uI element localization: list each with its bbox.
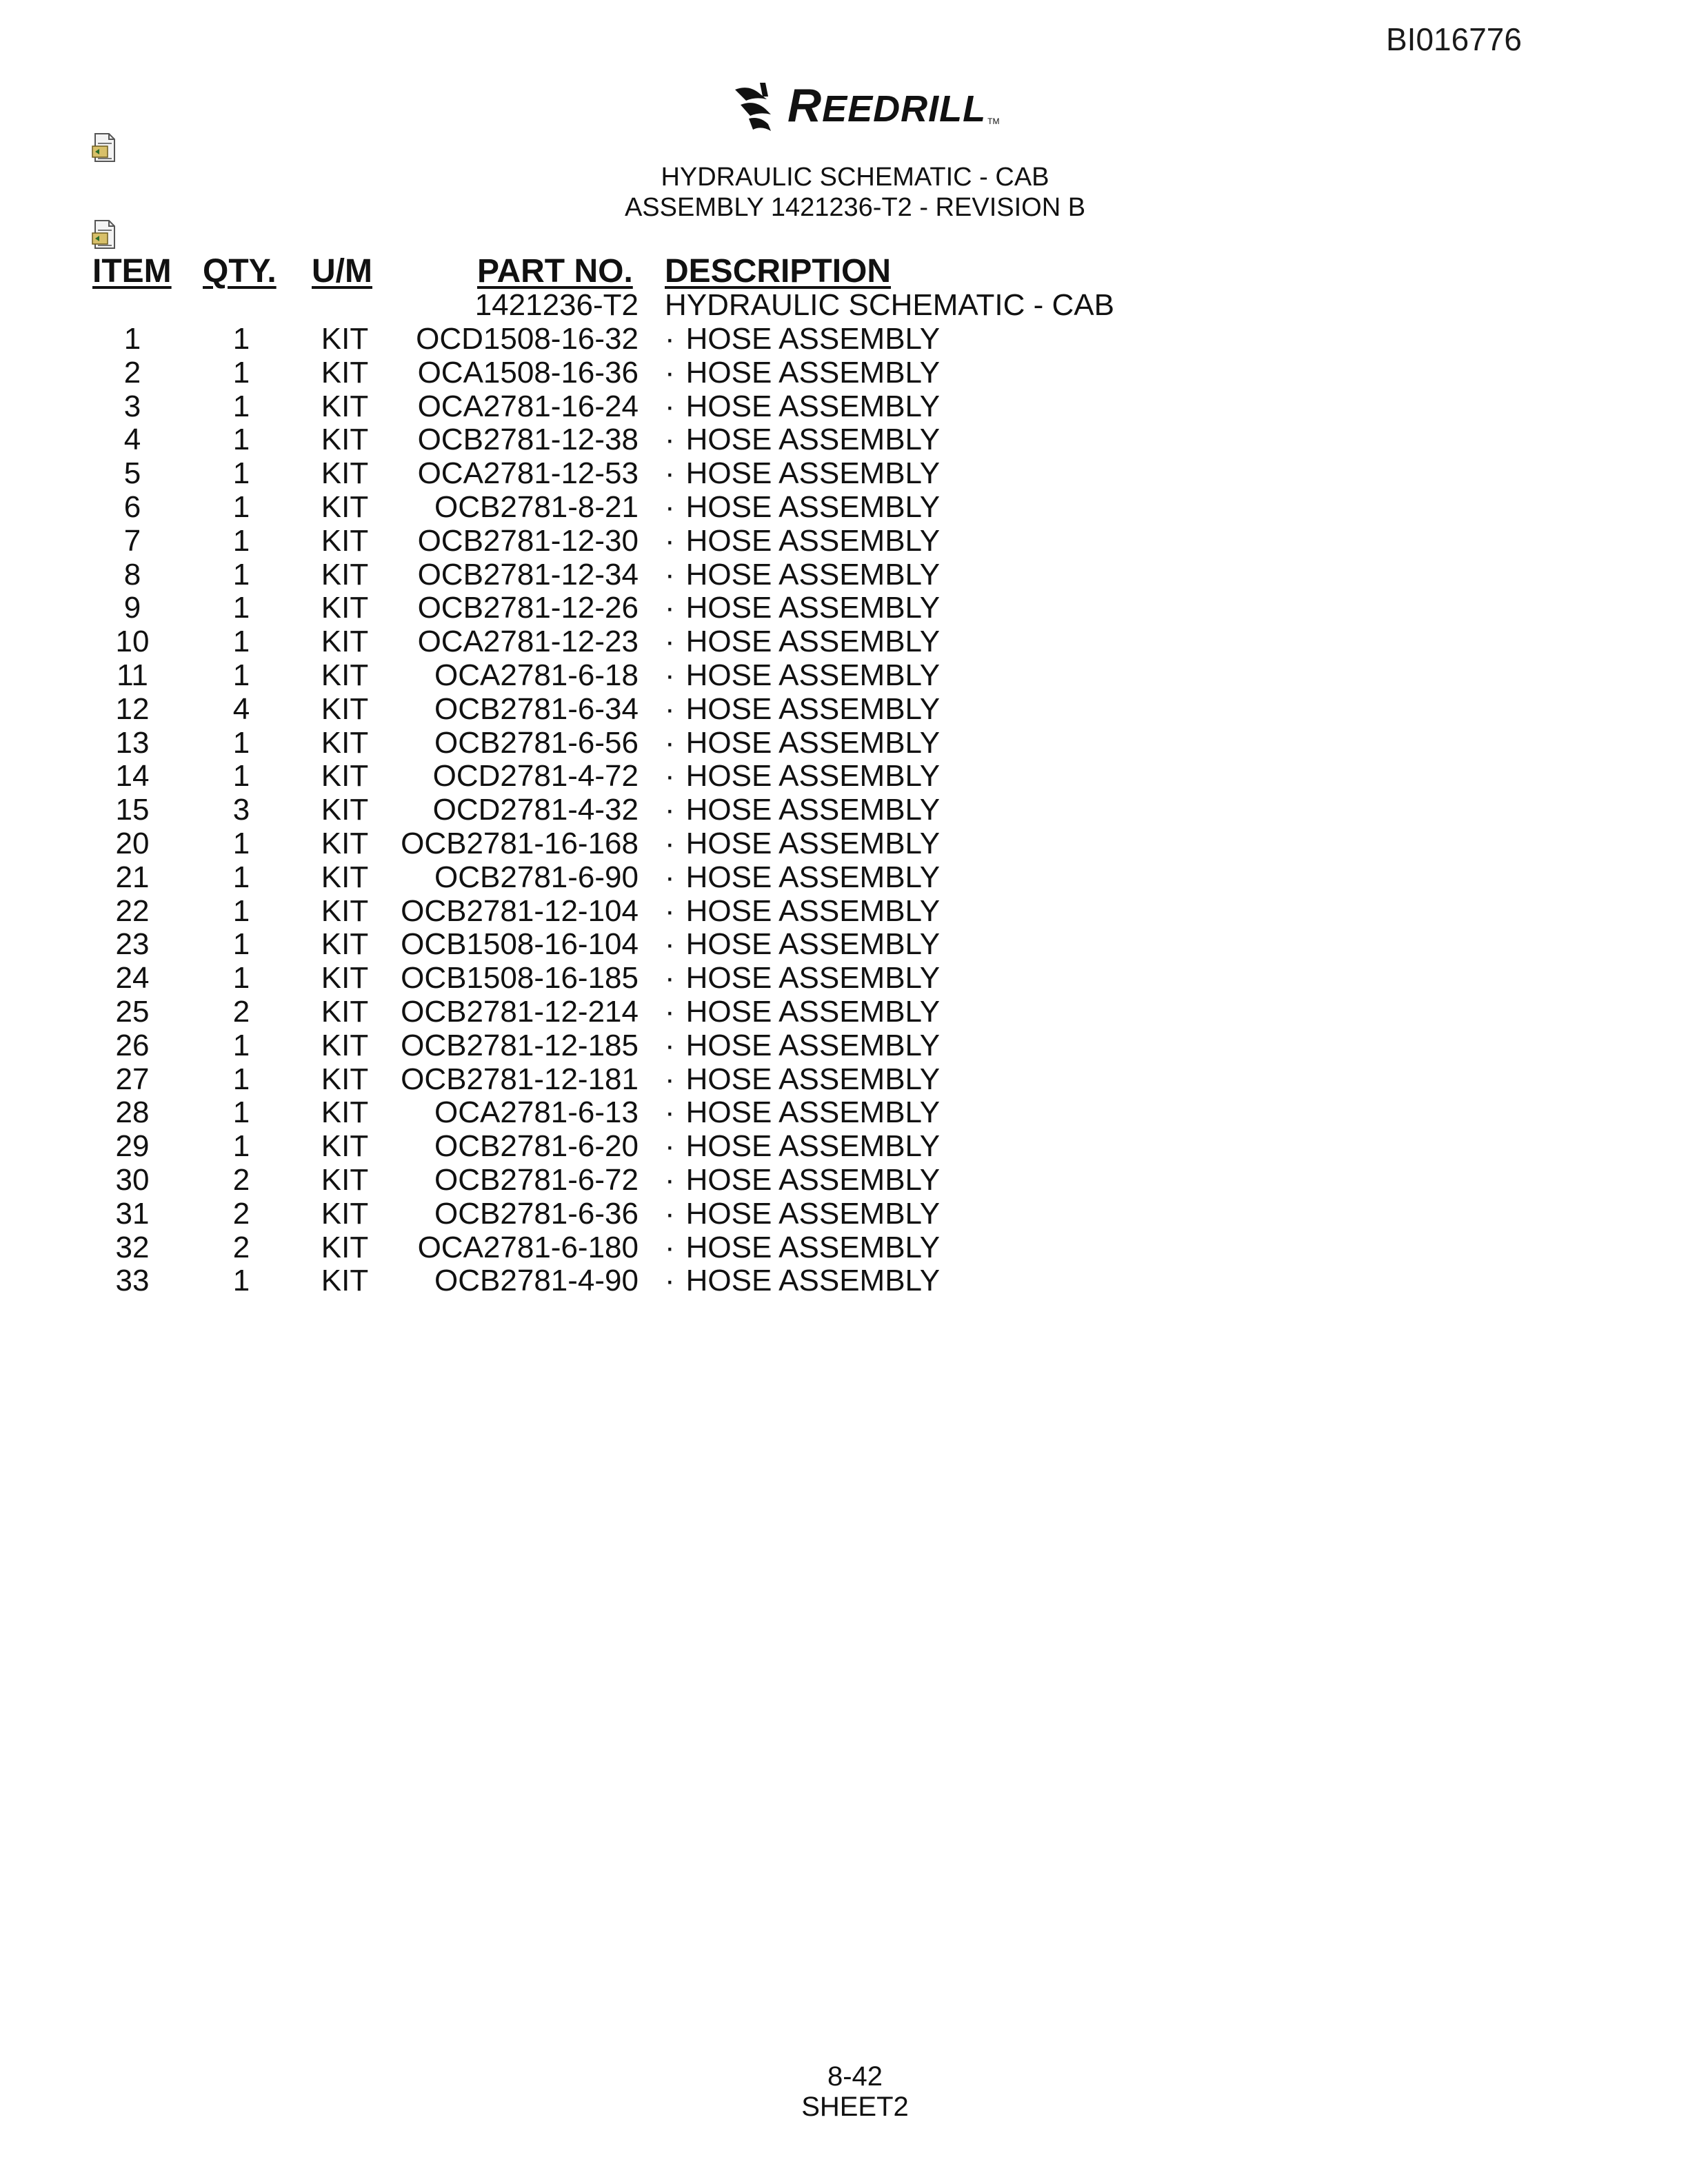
item-number: 7 — [123, 523, 141, 558]
quantity: 1 — [232, 860, 250, 894]
part-number: OCB1508-16-185 — [401, 961, 639, 995]
description-text: HOSE ASSEMBLY — [685, 893, 941, 928]
unit-of-measure: KIT — [321, 1095, 369, 1130]
part-number: OCB2781-6-36 — [434, 1196, 639, 1231]
table-row — [0, 827, 1688, 860]
quantity: 1 — [232, 893, 250, 928]
table-row — [0, 1095, 1688, 1129]
description-bullet: · — [665, 691, 675, 726]
description — [665, 490, 940, 525]
description-bullet: · — [665, 423, 675, 457]
unit-of-measure: KIT — [321, 1129, 369, 1164]
description — [665, 658, 940, 693]
table-row — [0, 490, 1688, 524]
part-number: OCA2781-16-24 — [417, 389, 639, 423]
item-number: 6 — [123, 490, 141, 524]
quantity: 1 — [232, 1264, 250, 1298]
description — [665, 423, 940, 457]
description — [665, 726, 940, 760]
brand-rest: EEDRILL — [822, 88, 987, 130]
quantity: 1 — [232, 827, 250, 860]
quantity: 1 — [232, 759, 250, 793]
quantity: 1 — [232, 927, 250, 962]
assembly-row — [0, 288, 1688, 322]
description-text: HOSE ASSEMBLY — [685, 1230, 941, 1264]
item-number: 10 — [115, 625, 150, 659]
unit-of-measure: KIT — [321, 691, 369, 726]
description-bullet: · — [665, 1095, 675, 1130]
unit-of-measure: KIT — [321, 759, 369, 793]
description-bullet: · — [665, 995, 675, 1029]
table-row — [0, 322, 1688, 356]
page-number: 8-42 — [827, 2061, 883, 2092]
unit-of-measure: KIT — [321, 591, 369, 625]
description-bullet: · — [665, 860, 675, 894]
table-row — [0, 726, 1688, 760]
table-row — [0, 1264, 1688, 1297]
description — [665, 524, 940, 558]
item-number: 23 — [115, 927, 150, 962]
item-number: 13 — [115, 725, 150, 760]
description-bullet: · — [665, 658, 675, 692]
part-number: OCB2781-6-56 — [434, 725, 639, 760]
description — [665, 894, 940, 929]
table-row — [0, 558, 1688, 592]
table-row — [0, 456, 1688, 490]
unit-of-measure: KIT — [321, 523, 369, 558]
quantity: 2 — [232, 1230, 250, 1264]
part-number: OCB2781-12-38 — [417, 423, 639, 457]
part-number: OCB2781-6-20 — [434, 1129, 639, 1164]
table-row — [0, 995, 1688, 1029]
quantity: 1 — [232, 1095, 250, 1130]
unit-of-measure: KIT — [321, 1163, 369, 1197]
item-number: 22 — [115, 893, 150, 928]
part-number: OCA1508-16-36 — [417, 355, 639, 390]
unit-of-measure: KIT — [321, 1230, 369, 1264]
part-number: OCA2781-6-18 — [434, 658, 639, 692]
item-number: 24 — [115, 961, 150, 995]
quantity: 2 — [232, 995, 250, 1029]
description-bullet: · — [665, 1028, 675, 1062]
table-row — [0, 1197, 1688, 1231]
description-text: HOSE ASSEMBLY — [685, 827, 941, 860]
part-number: OCB2781-12-104 — [401, 893, 639, 928]
description-bullet: · — [665, 322, 675, 356]
table-row — [0, 793, 1688, 827]
table-row — [0, 692, 1688, 726]
table-row — [0, 625, 1688, 658]
part-number: OCB2781-6-90 — [434, 860, 639, 894]
unit-of-measure: KIT — [321, 961, 369, 995]
quantity: 4 — [232, 691, 250, 726]
description-bullet: · — [665, 927, 675, 962]
description — [665, 759, 940, 793]
column-header-qty: QTY. — [203, 253, 277, 290]
unit-of-measure: KIT — [321, 860, 369, 894]
item-number: 27 — [115, 1062, 150, 1096]
part-number: OCB2781-16-168 — [401, 827, 639, 860]
unit-of-measure: KIT — [321, 725, 369, 760]
unit-of-measure: KIT — [321, 456, 369, 491]
description-bullet: · — [665, 591, 675, 625]
quantity: 1 — [232, 389, 250, 423]
description-bullet: · — [665, 1196, 675, 1231]
description-bullet: · — [665, 1264, 675, 1298]
quantity: 1 — [232, 355, 250, 390]
description — [665, 1231, 940, 1265]
description-text: HOSE ASSEMBLY — [685, 793, 941, 827]
item-number: 11 — [117, 658, 148, 692]
description — [665, 1129, 940, 1164]
table-row — [0, 1029, 1688, 1062]
description — [665, 1163, 940, 1197]
part-number: OCB2781-6-34 — [434, 691, 639, 726]
trademark: TM — [987, 117, 1000, 126]
description — [665, 558, 940, 592]
description-text: HOSE ASSEMBLY — [685, 691, 941, 726]
description-text: HOSE ASSEMBLY — [685, 322, 941, 356]
table-row — [0, 927, 1688, 961]
quantity: 1 — [232, 1129, 250, 1164]
description — [665, 1029, 940, 1063]
document-link-icon[interactable] — [91, 132, 119, 163]
description-text: HOSE ASSEMBLY — [685, 995, 941, 1029]
description-bullet: · — [665, 893, 675, 928]
description — [665, 995, 940, 1029]
item-number: 33 — [115, 1264, 150, 1298]
item-number: 12 — [115, 691, 150, 726]
item-number: 14 — [115, 759, 150, 793]
unit-of-measure: KIT — [321, 355, 369, 390]
description-bullet: · — [665, 961, 675, 995]
description-text: HOSE ASSEMBLY — [685, 1163, 941, 1197]
description — [665, 927, 940, 962]
quantity: 1 — [232, 725, 250, 760]
description — [665, 625, 940, 659]
description-text: HOSE ASSEMBLY — [685, 490, 941, 524]
assembly-description: HYDRAULIC SCHEMATIC - CAB — [665, 288, 1114, 322]
description-text: HOSE ASSEMBLY — [685, 658, 941, 692]
part-number: OCA2781-12-23 — [417, 625, 639, 659]
quantity: 1 — [232, 523, 250, 558]
table-row — [0, 356, 1688, 390]
unit-of-measure: KIT — [321, 490, 369, 524]
table-row — [0, 759, 1688, 793]
description-text: HOSE ASSEMBLY — [685, 725, 941, 760]
unit-of-measure: KIT — [321, 793, 369, 827]
column-header-um: U/M — [312, 253, 372, 290]
item-number: 26 — [115, 1028, 150, 1062]
description — [665, 591, 940, 625]
description — [665, 961, 940, 995]
table-row — [0, 1163, 1688, 1197]
description-text: HOSE ASSEMBLY — [685, 423, 941, 457]
description-text: HOSE ASSEMBLY — [685, 456, 941, 491]
assembly-title: ASSEMBLY 1421236-T2 - REVISION B — [624, 193, 1086, 222]
quantity: 1 — [232, 490, 250, 524]
description-text: HOSE ASSEMBLY — [685, 1264, 941, 1298]
quantity: 1 — [232, 961, 250, 995]
description-bullet: · — [665, 793, 675, 827]
description — [665, 692, 940, 727]
part-number: OCB2781-8-21 — [434, 490, 639, 524]
item-number: 28 — [115, 1095, 150, 1130]
description — [665, 1197, 940, 1231]
unit-of-measure: KIT — [321, 658, 369, 692]
description-bullet: · — [665, 355, 675, 390]
description-text: HOSE ASSEMBLY — [685, 389, 941, 423]
description-text: HOSE ASSEMBLY — [685, 927, 941, 962]
part-number: OCD1508-16-32 — [416, 322, 639, 356]
item-number: 25 — [115, 995, 150, 1029]
description-text: HOSE ASSEMBLY — [685, 1095, 941, 1130]
description — [665, 1062, 940, 1097]
quantity: 1 — [232, 658, 250, 692]
description-text: HOSE ASSEMBLY — [685, 1028, 941, 1062]
quantity: 1 — [232, 1028, 250, 1062]
table-row — [0, 1231, 1688, 1264]
quantity: 1 — [232, 591, 250, 625]
description-text: HOSE ASSEMBLY — [685, 1062, 941, 1096]
item-number: 8 — [123, 557, 141, 592]
description-text: HOSE ASSEMBLY — [685, 355, 941, 390]
item-number: 2 — [123, 355, 141, 390]
description — [665, 827, 940, 861]
description-bullet: · — [665, 625, 675, 659]
part-number: OCA2781-6-13 — [434, 1095, 639, 1130]
part-number: OCB2781-12-185 — [401, 1028, 639, 1062]
item-number: 29 — [115, 1129, 150, 1164]
quantity: 1 — [232, 322, 250, 356]
item-number: 30 — [115, 1163, 150, 1197]
description — [665, 390, 940, 424]
item-number: 3 — [123, 389, 141, 423]
part-number: OCB2781-12-26 — [417, 591, 639, 625]
part-number: OCB2781-6-72 — [434, 1163, 639, 1197]
quantity: 1 — [232, 423, 250, 457]
document-id: BI016776 — [1386, 21, 1522, 57]
description-text: HOSE ASSEMBLY — [685, 625, 941, 659]
part-number: OCD2781-4-32 — [432, 793, 639, 827]
unit-of-measure: KIT — [321, 995, 369, 1029]
part-number: OCD2781-4-72 — [432, 759, 639, 793]
unit-of-measure: KIT — [321, 1028, 369, 1062]
column-header-part-no: PART NO. — [477, 253, 633, 290]
part-number: OCA2781-12-53 — [417, 456, 639, 491]
description-bullet: · — [665, 759, 675, 793]
unit-of-measure: KIT — [321, 423, 369, 457]
table-row — [0, 524, 1688, 558]
unit-of-measure: KIT — [321, 1062, 369, 1096]
reedrill-drill-bit-icon — [725, 76, 785, 135]
description-bullet: · — [665, 1230, 675, 1264]
description-text: HOSE ASSEMBLY — [685, 759, 941, 793]
item-number: 1 — [123, 322, 141, 356]
column-header-description: DESCRIPTION — [665, 253, 892, 290]
item-number: 4 — [123, 423, 141, 457]
description — [665, 1095, 940, 1130]
unit-of-measure: KIT — [321, 893, 369, 928]
brand-initial: R — [787, 79, 823, 132]
reedrill-logo — [725, 74, 1043, 136]
item-number: 9 — [123, 591, 141, 625]
description — [665, 793, 940, 827]
description-text: HOSE ASSEMBLY — [685, 591, 941, 625]
unit-of-measure: KIT — [321, 1196, 369, 1231]
item-number: 20 — [115, 827, 150, 860]
part-number: OCB2781-4-90 — [434, 1264, 639, 1298]
quantity: 2 — [232, 1163, 250, 1197]
quantity: 1 — [232, 557, 250, 592]
description-bullet: · — [665, 523, 675, 558]
quantity: 2 — [232, 1196, 250, 1231]
item-number: 21 — [115, 860, 150, 894]
part-number: OCB2781-12-30 — [417, 523, 639, 558]
column-header-item: ITEM — [92, 253, 172, 290]
table-row — [0, 961, 1688, 995]
assembly-part-number: 1421236-T2 — [474, 288, 639, 322]
table-row — [0, 894, 1688, 928]
table-row — [0, 860, 1688, 894]
description — [665, 860, 940, 895]
schematic-title: HYDRAULIC SCHEMATIC - CAB — [661, 163, 1049, 192]
description-text: HOSE ASSEMBLY — [685, 1196, 941, 1231]
quantity: 3 — [232, 793, 250, 827]
description-bullet: · — [665, 456, 675, 491]
description-bullet: · — [665, 557, 675, 592]
unit-of-measure: KIT — [321, 1264, 369, 1298]
part-number: OCA2781-6-180 — [417, 1230, 639, 1264]
part-number: OCB2781-12-181 — [401, 1062, 639, 1096]
quantity: 1 — [232, 456, 250, 491]
unit-of-measure: KIT — [321, 557, 369, 592]
description-text: HOSE ASSEMBLY — [685, 1129, 941, 1164]
description — [665, 456, 940, 491]
description-bullet: · — [665, 725, 675, 760]
document-link-icon[interactable] — [91, 219, 119, 250]
part-number: OCB2781-12-214 — [401, 995, 639, 1029]
item-number: 15 — [115, 793, 150, 827]
description-text: HOSE ASSEMBLY — [685, 961, 941, 995]
unit-of-measure: KIT — [321, 827, 369, 860]
description — [665, 1264, 940, 1298]
quantity: 1 — [232, 625, 250, 659]
unit-of-measure: KIT — [321, 322, 369, 356]
description-bullet: · — [665, 490, 675, 524]
quantity: 1 — [232, 1062, 250, 1096]
item-number: 32 — [115, 1230, 150, 1264]
table-row — [0, 390, 1688, 423]
description-bullet: · — [665, 1129, 675, 1164]
description-text: HOSE ASSEMBLY — [685, 557, 941, 592]
description-bullet: · — [665, 1163, 675, 1197]
description — [665, 322, 940, 356]
part-number: OCB2781-12-34 — [417, 557, 639, 592]
item-number: 5 — [123, 456, 141, 491]
description-text: HOSE ASSEMBLY — [685, 523, 941, 558]
description-text: HOSE ASSEMBLY — [685, 860, 941, 894]
unit-of-measure: KIT — [321, 927, 369, 962]
description-bullet: · — [665, 389, 675, 423]
table-row — [0, 591, 1688, 625]
unit-of-measure: KIT — [321, 625, 369, 659]
unit-of-measure: KIT — [321, 389, 369, 423]
sheet-label: SHEET2 — [801, 2092, 909, 2122]
table-row — [0, 423, 1688, 456]
table-row — [0, 658, 1688, 692]
description-bullet: · — [665, 827, 675, 860]
part-number: OCB1508-16-104 — [401, 927, 639, 962]
item-number: 31 — [115, 1196, 150, 1231]
description-bullet: · — [665, 1062, 675, 1096]
description — [665, 356, 940, 390]
table-row — [0, 1129, 1688, 1163]
table-row — [0, 1062, 1688, 1096]
